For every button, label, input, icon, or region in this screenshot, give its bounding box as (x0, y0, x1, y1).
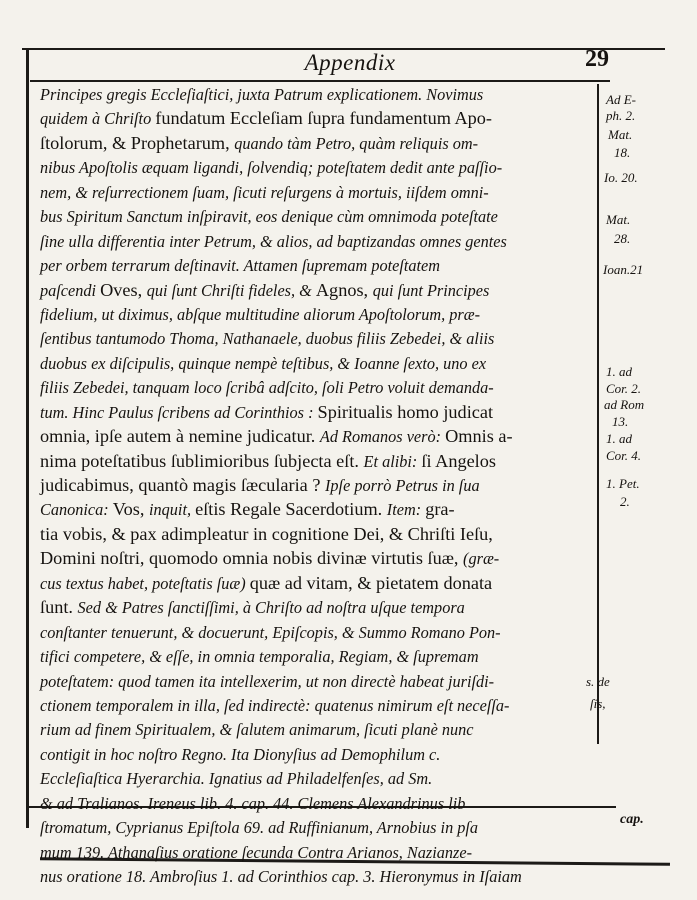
text-line (40, 326, 596, 350)
text-line (40, 766, 596, 790)
text-line (40, 497, 596, 521)
text-segment: per orbem terrarum deſtinavit. Attamen ſupremam poteſtatem (40, 256, 441, 276)
margin-note: Ad E- (606, 92, 636, 107)
text-segment: nima poteſtatibus ſublimioribus ſubjecta eſt. (40, 450, 364, 471)
text-line (40, 278, 596, 302)
text-line (40, 180, 596, 204)
text-line (40, 82, 596, 106)
text-line (40, 351, 596, 375)
text-line (40, 229, 596, 253)
margin-note: 2. (620, 494, 630, 509)
text-segment: Item: (386, 500, 426, 520)
margin-note: Cor. 4. (606, 448, 642, 463)
text-line (40, 669, 596, 693)
text-line (40, 815, 596, 839)
margin-note: 13. (612, 414, 629, 429)
text-segment: Eccleſiaſtica Hyerarchia. Ignatius ad Philadelfenſes, ad Sm. (40, 769, 433, 789)
margin-note: ſis, (590, 696, 606, 711)
text-line (40, 473, 596, 497)
margin-note: Mat. (608, 127, 633, 142)
text-segment: qui ſunt Chriſti fideles, & (146, 280, 316, 300)
text-segment: ctionem temporalem in illa, ſed indirectè: quatenus nimirum eſt neceſſa- (40, 695, 510, 715)
text-segment: Spiritualis homo judicat (317, 401, 494, 422)
text-segment: Vos, (112, 499, 149, 520)
text-segment: gra- (425, 499, 455, 520)
text-line (40, 864, 596, 888)
text-line (40, 106, 596, 130)
text-segment: Sed & Patres ſanctiſſimi, à Chriſto ad noſtra uſque tempora (77, 598, 465, 618)
left-rule (26, 48, 29, 828)
running-header-title: Appendix (304, 50, 396, 75)
text-line (40, 302, 596, 326)
margin-note: 1. Pet. (606, 476, 640, 491)
text-segment: Et alibi: (363, 451, 422, 471)
text-segment: ſine ulla differentia inter Petrum, & alios, ad baptizandas omnes gentes (40, 231, 507, 251)
text-line (40, 253, 596, 277)
margin-note: s. de (586, 674, 610, 689)
text-segment: judicabimus, quantò magis ſæcularia ? (40, 475, 325, 495)
text-line (40, 693, 596, 717)
text-line (40, 424, 596, 448)
margin-note: 18. (614, 145, 631, 160)
text-segment: tia vobis, & pax adimpleatur in cognitione Dei, & Chriſti Ieſu, (40, 523, 493, 544)
catchword: cap. (620, 812, 644, 827)
text-line (40, 620, 596, 644)
text-segment: Principes gregis Eccleſiaſtici, juxta Patrum explicationem. Novimus (40, 85, 484, 104)
text-line (40, 400, 596, 424)
text-segment: Oves, (100, 279, 147, 300)
margin-note: 1. ad (606, 364, 632, 379)
text-line (40, 522, 596, 546)
margin-note: 28. (614, 231, 631, 246)
text-segment: ſi Angelos (421, 450, 497, 471)
text-segment: nus oratione 18. Ambroſius 1. ad Corinthios cap. 3. Hieronymus in Iſaiam (40, 867, 522, 886)
text-segment: qui ſunt Principes (372, 280, 490, 300)
text-segment: inquit, (148, 500, 196, 520)
body-text (40, 82, 600, 888)
text-line (40, 155, 596, 179)
text-line (40, 546, 596, 570)
text-segment: ſtolorum, & Prophetarum, (40, 132, 235, 153)
text-line (40, 840, 596, 864)
text-line (40, 375, 596, 399)
text-segment: rium ad finem Spiritualem, & ſalutem animarum, ſicuti planè nunc (40, 720, 474, 740)
text-line (40, 131, 596, 155)
text-line (40, 717, 596, 741)
page-number: 29 (585, 46, 609, 72)
text-line (40, 595, 596, 619)
text-segment: duobus ex diſcipulis, quinque nempè teſtibus, & Ioanne ſexto, uno ex (40, 353, 487, 373)
text-segment: contigit in hoc noſtro Regno. Ita Dionyſius ad Demophilum c. (40, 744, 441, 764)
text-segment: ſunt. (40, 597, 78, 618)
text-segment: Ad Romanos verò: (319, 427, 446, 447)
text-line (40, 204, 596, 228)
text-segment: quando tàm Petro, quàm reliquis om- (234, 133, 479, 153)
text-segment: tum. Hinc Paulus ſcribens ad Corinthios : (40, 402, 318, 422)
text-segment: conſtanter tenuerunt, & docuerunt, Epiſcopis, & Summo Romano Pon- (40, 622, 501, 642)
text-segment: ſtromatum, Cyprianus Epiſtola 69. ad Ruffinianum, Arnobius in pſa (40, 818, 479, 838)
text-segment: paſcendi (40, 280, 101, 300)
text-segment: mum 139. Athanaſius oratione ſecunda Contra Arianos, Nazianze- (40, 842, 473, 862)
margin-note: Cor. 2. (606, 381, 642, 396)
margin-note: 1. ad (606, 431, 632, 446)
text-segment: tifici competere, & eſſe, in omnia temporalia, Regiam, & ſupremam (40, 647, 479, 667)
text-segment: Omnis a- (445, 426, 513, 447)
margin-note: Mat. (606, 212, 631, 227)
margin-note: ad Rom (604, 397, 645, 412)
text-segment: eſtis Regale Sacerdotium. (195, 499, 387, 520)
text-segment: nibus Apoſtolis æquam ligandi, ſolvendiq; poteſtatem dedit ante paſſio- (40, 158, 503, 178)
text-segment: ſentibus tantumodo Thoma, Nathanaele, duobus filiis Zebedei, & aliis (40, 329, 495, 349)
text-segment: quidem à Chriſto (40, 109, 156, 129)
text-segment: fidelium, ut diximus, abſque multitudine aliorum Apoſtolorum, præ- (40, 304, 481, 324)
text-segment: quæ ad vitam, & pietatem donata (249, 572, 493, 593)
text-segment: fundatum Eccleſiam ſupra fundamentum Apo- (155, 108, 492, 129)
text-segment: Domini noſtri, quomodo omnia nobis divinæ virtutis ſuæ, (40, 548, 464, 569)
text-segment: filiis Zebedei, tanquam loco ſcribâ adſcito, ſoli Petro voluit demanda- (40, 378, 494, 398)
text-segment: Canonica: (40, 500, 113, 520)
text-segment: Ipſe porrò Petrus in ſua (324, 476, 480, 495)
text-line (40, 449, 596, 473)
text-segment: (græ- (463, 549, 500, 569)
margin-note: ph. 2. (606, 108, 636, 123)
text-segment: nem, & reſurrectionem ſuam, ſicuti reſurgens à mortuis, iiſdem omni- (40, 182, 489, 202)
text-line (40, 791, 596, 815)
text-segment: cus textus habet, poteſtatis ſuæ) (40, 573, 250, 593)
text-segment: omnia, ipſe autem à nemine judicatur. (40, 426, 320, 447)
text-line (40, 644, 596, 668)
text-segment: bus Spiritum Sanctum inſpiravit, eos denique cùm omnimoda poteſtate (40, 207, 498, 227)
margin-note: Ioan.21 (603, 262, 644, 277)
text-segment: Agnos, (315, 279, 373, 300)
text-line (40, 742, 596, 766)
text-segment: & ad Tralianos. Ireneus lib. 4. cap. 44. Clemens Alexandrinus lib (40, 793, 466, 813)
margin-note: Io. 20. (604, 170, 638, 185)
text-line (40, 571, 596, 595)
text-segment: poteſtatem: quod tamen ita intellexerim, ut non directè habeat juriſdi- (40, 671, 495, 691)
